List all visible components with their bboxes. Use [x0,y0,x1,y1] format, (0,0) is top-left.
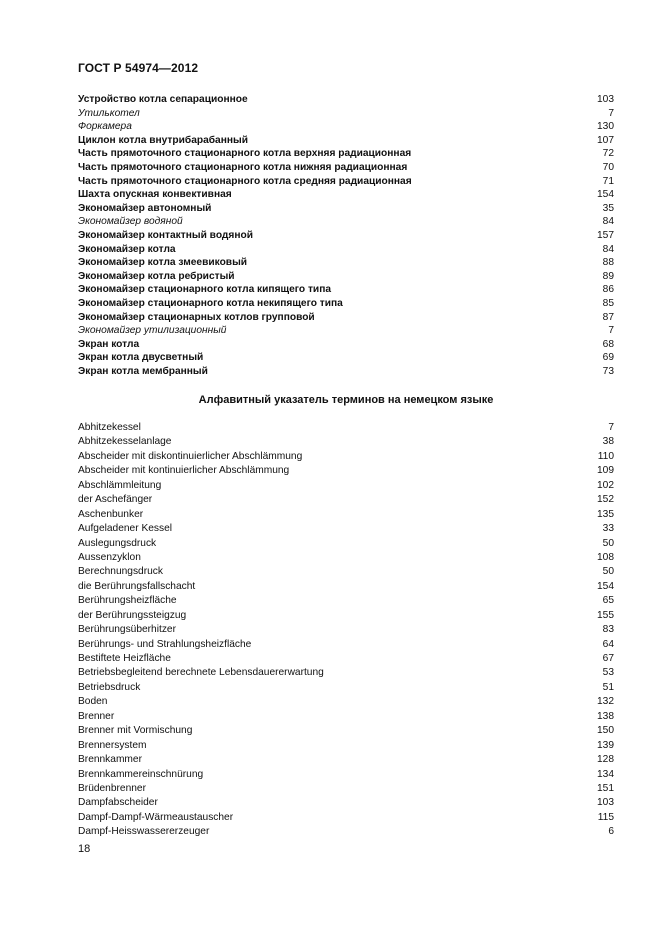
german-term-index [78,421,614,840]
index-term: der Berührungssteigzug [78,609,187,621]
index-term: die Berührungsfallschacht [78,580,196,592]
index-term: Aufgeladener Kessel [78,523,173,535]
index-term: Brennersystem [78,739,147,751]
index-term: Brenner [78,710,115,722]
index-page-number: 33 [602,523,614,535]
index-entry [78,638,614,652]
index-page-number: 150 [597,725,614,737]
index-entry [78,710,614,724]
index-term: Aschenbunker [78,508,144,520]
index-term: Экономайзер котла [78,243,176,255]
index-page-number: 69 [602,352,614,364]
index-entry [78,609,614,623]
index-page-number: 84 [602,243,614,255]
index-page-number: 53 [602,667,614,679]
index-entry [78,107,614,121]
index-entry [78,796,614,810]
index-page-number: 154 [597,580,614,592]
index-page-number: 155 [597,609,614,621]
index-entry [78,753,614,767]
index-page-number: 157 [597,229,614,241]
index-term: Abhitzekessel [78,422,141,433]
index-term: Bestiftete Heizfläche [78,653,171,664]
index-entry [78,134,614,148]
index-term: Часть прямоточного стационарного котла средняя радиационная [78,175,412,187]
index-entry [78,324,614,338]
index-page-number: 138 [597,710,614,722]
index-page-number: 68 [602,338,614,350]
index-entry [78,93,614,107]
index-term: Экономайзер водяной [78,216,183,228]
index-term: Betriebsdruck [78,681,141,693]
index-page-number: 103 [597,797,614,809]
index-entry [78,724,614,738]
index-term: Betriebsbegleitend berechnete Lebensdauererwartung [78,667,324,679]
index-page-number: 134 [597,768,614,780]
index-entry [78,594,614,608]
index-term: Auslegungsdruck [78,537,157,549]
index-page-number: 108 [597,551,614,563]
index-entry [78,215,614,229]
index-entry [78,338,614,352]
index-entry [78,188,614,202]
index-page-number: 132 [597,696,614,708]
index-term: der Aschefänger [78,494,153,506]
index-page-number: 50 [602,537,614,549]
index-page-number: 6 [608,826,614,838]
index-page-number: 85 [602,297,614,309]
index-entry [78,522,614,536]
index-page-number: 65 [602,595,614,607]
index-term: Abscheider mit kontinuierlicher Abschlämmung [78,465,290,477]
index-entry [78,652,614,666]
index-term: Dampf-Heisswassererzeuger [78,826,210,838]
index-entry [78,681,614,695]
index-page-number: 70 [602,161,614,173]
index-entry [78,147,614,161]
index-term: Brennkammer [78,754,142,766]
index-page-number: 109 [597,465,614,477]
index-entry [78,229,614,243]
index-page-number: 72 [602,148,614,160]
index-entry [78,565,614,579]
index-term: Aussenzyklon [78,551,141,563]
index-entry [78,283,614,297]
index-term: Dampf-Dampf-Wärmeaustauscher [78,811,234,823]
index-entry [78,508,614,522]
index-page-number: 154 [597,189,614,201]
index-term: Экономайзер контактный водяной [78,229,253,241]
index-entry [78,537,614,551]
index-entry [78,464,614,478]
index-entry [78,623,614,637]
index-page-number: 102 [597,479,614,491]
index-term: Экран котла мембранный [78,365,208,377]
index-page-number: 107 [597,134,614,146]
index-term: Экономайзер автономный [78,202,212,214]
index-entry [78,297,614,311]
index-entry [78,479,614,493]
index-term: Форкамера [78,121,132,133]
index-entry [78,811,614,825]
index-term: Berührungsüberhitzer [78,624,176,636]
index-page-number: 88 [602,257,614,269]
index-page-number: 87 [602,311,614,323]
index-entry [78,256,614,270]
index-page-number: 86 [602,284,614,296]
index-term: Часть прямоточного стационарного котла верхняя радиационная [78,148,412,160]
index-entry [78,120,614,134]
index-entry [78,666,614,680]
index-entry [78,175,614,189]
index-term: Boden [78,696,108,708]
page-number: 18 [78,843,91,855]
index-term: Экономайзер стационарного котла кипящего типа [78,284,332,296]
index-entry [78,243,614,257]
index-entry [78,580,614,594]
index-term: Berührungs- und Strahlungsheizfläche [78,638,252,650]
index-term: Brennkammereinschnürung [78,768,204,780]
index-term: Экономайзер утилизационный [78,325,227,337]
index-page-number: 67 [602,653,614,664]
index-page-number: 115 [597,811,614,823]
index-page-number: 7 [608,107,614,119]
index-term: Экономайзер котла ребристый [78,270,235,282]
index-page-number: 7 [608,422,614,433]
index-term: Экономайзер котла змеевиковый [78,257,248,269]
index-entry [78,435,614,449]
index-entry [78,270,614,284]
index-entry [78,825,614,839]
index-page-number: 89 [602,270,614,282]
index-page-number: 7 [608,325,614,337]
index-term: Экономайзер стационарных котлов групповой [78,311,315,323]
index-entry [78,365,614,379]
index-term: Шахта опускная конвективная [78,189,232,201]
index-page-number: 139 [597,739,614,751]
index-entry [78,202,614,216]
index-term: Часть прямоточного стационарного котла нижняя радиационная [78,161,408,173]
index-term: Утилькотел [78,107,140,119]
index-entry [78,782,614,796]
index-entry [78,551,614,565]
index-term: Abschlämmleitung [78,479,162,491]
index-page-number: 151 [597,782,614,794]
index-entry [78,351,614,365]
index-entry [78,739,614,753]
index-page-number: 35 [602,202,614,214]
index-entry [78,161,614,175]
index-term: Dampfabscheider [78,797,158,809]
index-term: Экономайзер стационарного котла некипящего типа [78,297,343,309]
index-entry [78,421,614,435]
index-term: Berechnungsdruck [78,566,163,578]
index-page-number: 130 [597,121,614,133]
index-page-number: 103 [597,94,614,105]
index-page-number: 73 [602,365,614,377]
german-index-heading: Алфавитный указатель терминов на немецком языке [198,394,494,406]
index-entry [78,450,614,464]
index-page-number: 84 [602,216,614,228]
index-page-number: 110 [597,450,614,462]
index-page-number: 71 [602,175,614,187]
document-header: ГОСТ Р 54974—2012 [78,61,199,75]
index-term: Abscheider mit diskontinuierlicher Abschlämmung [78,450,303,462]
index-entry [78,768,614,782]
index-term: Экран котла двусветный [78,352,204,364]
index-entry [78,493,614,507]
index-page-number: 64 [602,638,614,650]
index-entry [78,695,614,709]
index-entry [78,311,614,325]
index-page-number: 135 [597,508,614,520]
index-page-number: 152 [597,494,614,506]
index-term: Brüdenbrenner [78,782,146,794]
index-term: Abhitzekesselanlage [78,436,172,448]
index-term: Устройство котла сепарационное [78,94,248,105]
index-page-number: 50 [602,566,614,578]
index-term: Экран котла [78,338,140,350]
index-page-number: 51 [602,681,614,693]
index-term: Brenner mit Vormischung [78,725,193,737]
index-term: Циклон котла внутрибарабанный [78,134,248,146]
index-page-number: 128 [597,754,614,766]
index-page-number: 83 [602,624,614,636]
index-term: Berührungsheizfläche [78,595,177,607]
russian-term-index [78,93,614,378]
index-page-number: 38 [602,436,614,448]
